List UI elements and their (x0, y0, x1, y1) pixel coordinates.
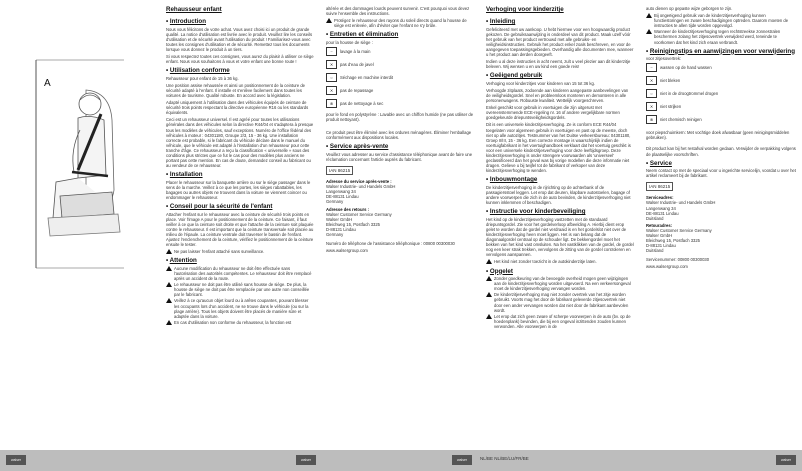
care-item: ⊗ pas de nettoyage à sec (326, 99, 474, 108)
no-tumble-dry-icon: ○ (326, 73, 337, 82)
care-item: ✕ pas de repassage (326, 86, 474, 95)
care-item: ○ niet in de droogtrommel drogen (646, 89, 796, 98)
page-title-nl: Verhoging voor kinderzitje (486, 6, 564, 13)
phone-line: Servicenummer: 00800 00300030 (646, 257, 710, 263)
website[interactable]: www.walsergroup.com (646, 264, 688, 270)
care-item: ~ wassen op de hand wassen (646, 63, 796, 72)
paragraph: Ce produit peut être éliminé avec les ordures ménagères. Éliminer l'emballage conformément aux dispositions locales. (326, 130, 472, 141)
care-item: ✕ pas d'eau de javel (326, 60, 474, 69)
paragraph: Dit product kan bij het restafval worden gedaan. Verwijder de verpakking volgens de plaatselijke voorschriften. (646, 146, 796, 157)
paragraph: Une position assise rehaussée et ainsi un positionnement de la ceinture de sécurité adapté à l'enfant. Il installe et s'enlève facilement dans toutes les voitures de tourisme. Qualité robuste. En accord avec la législation. (166, 82, 305, 98)
warning-icon (486, 276, 492, 281)
footer-bar (0, 450, 802, 471)
care-item: ○ Séchage en machine interdit (326, 73, 474, 82)
footer-logo-mid-left: walser (296, 455, 316, 465)
warning-item: Bij ongeëigend gebruik van de kinderzitjesverhoging kunnen functiestoringen en zware beschadigingen optreden. Daarom moeten de instructies te allen tijde worden opgevolgd. (646, 13, 796, 28)
warning-item: De kinderzitjesverhoging mag niet zonder overtrek van het zitje worden gebruikt. Voorts mag het door de fabrikant geleverde zitjesovertrek niet door een ander vervangen worden dat niet door de fabrikant aanbevolen wordt. (486, 292, 634, 312)
column-dutch-1 (486, 6, 634, 330)
warning-icon (166, 282, 172, 287)
paragraph: auto dienen op gepaste wijze geborgen te zijn. (646, 6, 733, 11)
hand-wash-icon: ~ (646, 63, 657, 72)
heading-instructie: • Instructie voor kinderbeveiliging (486, 208, 586, 216)
care-item: ✕ niet strijken (646, 102, 796, 111)
warning-item: Ne pas laisser l'enfant attaché sans surveillance. (166, 249, 314, 254)
warning-item: Wanneer de kinderzitjesverhoging tegen rechtstreekse zonnestralen beschermen zolang het zitjesovertrek verwijderd werd, teneinde te voorkomen dat het kind zich eraan verbrandt. (646, 29, 796, 44)
warning-icon (486, 259, 492, 264)
heading-conseil: • Conseil pour la sécurité de l'enfant (166, 203, 273, 211)
column-french-2 (326, 6, 474, 255)
footer-logo-left: walser (6, 455, 26, 465)
paragraph: pour le fond en polystyrène : Lavable avec un chiffon humide (ne pas utiliser de produit nettoyant). (326, 111, 474, 123)
paragraph: Neem contact op met de speciaal voor u ingerichte servicelijn, voordat u over het artikel reclameert bij de fabrikant. (646, 168, 796, 179)
paragraph: Indien u al deze instructies in acht neemt, zult u veel plezier aan dit kinderzitje beleven. Wij wensen u en uw kind een goede reis! (486, 59, 631, 70)
warning-icon (646, 29, 652, 34)
paragraph: Verhoogde zitplaats, zodoende aan kinderen aangepaste aanbevelingen van de veiligheidsgordel. Snel en probleemloos monteren en demonteren in alle personenwagens. Robuuste kwaliteit. Wettelijk voorgeschreven. (486, 87, 629, 104)
paragraph: Verhoging voor kinderzitjes voor kinderen van 15 tot 36 kg. (486, 80, 595, 86)
heading-service-nl: • Service (646, 159, 672, 167)
heading-service: • Service après-vente (326, 143, 389, 151)
paragraph: Adapté uniquement à l'utilisation dans des véhicules équipés de ceinture de sécurité trois points respectant la directive européenne R16 ou les standards équivalents. (166, 100, 309, 116)
paragraph: Het kind op de kinderzitjesverhoging vastzetten met de standaard driepuntsgordel. Zie voor het gordelverloop afbeelding A. Hierbij dient erop gelet te worden dat de gordel niet verdraaid is en het gordelslot niet over de kinderzitjesverhoging heen moet liggen. Het is van belang dat de diagonaalgordel centraal op de schouder ligt. De bekkengordel moet het bekken van het kind vast omsluiten. Na het vastklikken van de gordel, de gordel nog een keer strak trekken, vervolgens de zitting van de gordel controleren en vervolgens aanspannen. (486, 216, 634, 258)
warning-icon (166, 266, 172, 271)
service-address: Adresse du service après-vente : Walser Industrie- und Handels GmbH Langenwang 34 DE-88131 Lindau Germany (326, 179, 396, 205)
ian-badge: IAN 86215 (326, 166, 353, 175)
footer-languages: NL/BE NL/BE/LU/FR/BE (480, 456, 529, 461)
heading-inbouw: • Inbouwmontage (486, 176, 538, 184)
heading-utilisation: • Utilisation conforme (166, 67, 230, 75)
no-iron-icon: ✕ (326, 86, 337, 95)
warning-item: En cas d'utilisation non conforme du rehausseur, la fonction est (166, 320, 314, 325)
paragraph: Si vous respectez toutes ces consignes, vous aurez du plaisir à utiliser ce siège enfant. Nous vous souhaitons à vous et votre enfant une bonne route ! (166, 53, 314, 65)
return-address: Adresse des retours : Walser Customer Service Germany Walser GmbH Bleichweg 15, Postfach 3325 D-88131 Lindau Germany (326, 206, 392, 237)
return-address: Retouradres: Walser Customer Service Germany Walser GmbH Bleichweg 15, Postfach 3325 D-88131 Lindau Duitsland (646, 222, 712, 254)
warning-item: Let erop dat zich geen zware of scherpe voorwerpen in de auto (bv. op de hoedenplank) bevinden, die bij een ongeval inzittenden zouden kunnen verwonden. Alle voorwerpen in de (486, 314, 634, 329)
warning-item: Aucune modification du rehausseur ne doit être effectuée sans l'autorisation des autorités compétentes. Le rehausseur doit être remplacé après un accident de la route. (166, 266, 314, 281)
ian-badge: IAN 86215 (646, 182, 673, 191)
service-address: Serviceadres: Walser Industrie- und Handels GmbH Langenwang 34 DE-88131 Lindau Duitsland (646, 195, 716, 221)
warning-icon (646, 13, 652, 18)
paragraph: Ceci est un rehausseur universel. Il est agréé pour toutes les utilisations générales dans des véhicules selon la directive R44/04 et s'adaptera à presque tous les modèles de véhicules, sauf exceptions. Numéro de l'office fédéral des véhicules à moteur : 04301180, Groupe 2/3, 15 - 36 kg. Une installation correcte est probable, si le fabricant du véhicule déclare dans le manuel du véhicule, que le véhicule est adapté à l'installation d'un rehausseur pour cette tranche d'âge. Ce rehausseur a reçu la classification « universelle » sous des conditions plus strictes que ce fut le cas pour des modèles plus anciens ne portant pas cette mention. En cas de doute, demandez conseil au fabricant ou au vendeur de ce rehausseur. (166, 117, 314, 169)
footer-logo-mid-right: walser (452, 455, 472, 465)
heading-geeigend: • Geëigend gebruik (486, 72, 543, 80)
warning-icon (326, 18, 332, 23)
care-item: ⊗ niet chemisch reinigen (646, 115, 796, 124)
warning-item: Protégez le rehausseur des rayons du soleil directs quand la housse de siège est enlevée, afin d'éviter que l'enfant ne s'y brûle. (326, 18, 474, 28)
paragraph: Veuillez vous adresser au service d'assistance téléphonique avant de faire une réclamation concernant l'article auprès du fabricant. (326, 151, 473, 162)
column-dutch-2 (646, 6, 796, 272)
paragraph: Enkel geschikt voor gebruik in voertuigen die zijn uitgerust met overeenstemmende ECE-regeling nr. 16 of andere vergelijkbare normen goedgekeurde driepuntsveiligheidsgordels. (486, 105, 620, 121)
warning-icon (486, 314, 492, 319)
care-intro: voor zitjesovertrek: (646, 56, 682, 62)
no-dry-clean-icon: ⊗ (326, 99, 337, 108)
heading-opgelet: • Opgelet (486, 267, 513, 275)
warning-icon (486, 292, 492, 297)
paragraph: Dit is een universele kinderzitjesverhoging. Ze is conform ECE R44/04 toegelaten voor algemeen gebruik in voertuigen en past op de meeste, doch niet op alle autozitjes. Testnummer van het Duitse verkeersbureau: 04301180, Groep II/III, 15 - 36 kg. Een correcte montage is waarschijnlijk indien de voertuigfabrikant in het voertuighandboek verklaart dat het voertuig geschikt is voor een universele kinderzitjesverhoging voor deze leeftijdsgroep. Deze kinderzitjesverhoging is onder strengere voorwaarden als 'universeel' geclassificeerd dan het geval was bij vorige modellen die deze informatie niet dragen. Gelieve u bij twijfel tot de fabrikant of verkoper van deze kinderzitjesverhoging te wenden. (486, 122, 631, 174)
heading-introduction: • Introduction (166, 18, 206, 25)
warning-icon (166, 249, 172, 254)
illustration-a (0, 0, 160, 450)
no-bleach-icon: ✕ (646, 76, 657, 85)
care-intro: pour la housse de siège : (326, 39, 373, 45)
paragraph: voor piepschuimkern: Met vochtige doek afwasbaar (geen reinigingsmiddelen gebruiken). (646, 130, 790, 141)
no-tumble-dry-icon: ○ (646, 89, 657, 98)
column-french-1 (166, 6, 314, 326)
paragraph: De kinderzitjesverhoging in de rijrichting op de achterbank of de passagiersstoel leggen. Let erop dat deuren, klapbare autostoelen, bagage of andere voorwerpen die zich in de auto bevinden, de kinderzitjesverhoging niet kunnen inklemmen of beschadigen. (486, 184, 631, 206)
care-item: ✕ niet bleken (646, 76, 796, 85)
illustration-label: A (44, 78, 51, 89)
heading-installation: • Installation (166, 171, 203, 179)
heading-attention: • Attention (166, 257, 197, 265)
heading-reiniging: • Reinigingstips en aanwijzingen voor verwijdering (646, 47, 795, 55)
phone-line: Numéro de téléphone de l'assistance téléphonique : 00800 00300030 (326, 241, 455, 247)
paragraph: Rehausseur pour enfant de 15 à 36 kg. (166, 75, 239, 81)
footer-logo-right: walser (776, 455, 796, 465)
warning-item: Het kind niet zonder toezicht in de autokinderzitje laten. (486, 259, 634, 264)
warning-item: Zonder goedkeuring van de bevoegde overheid mogen geen wijzigingen aan de kinderzitjesverhoging worden uitgevoerd. Na een verkeersongeval moet de kinderzitjesverhoging vervangen worden. (486, 276, 634, 291)
warning-item: Le rehausseur ne doit pas être utilisé sans housse de siège. De plus, la housse de siège ne doit pas être remplacée par une autre non conseillée par le fabricant. (166, 282, 314, 297)
paragraph: Nous vous félicitons de votre achat. Vous avez choisi ici un produit de grande qualité. La notice d'utilisation est livrée avec le produit. Veuillez lire les conseils d'utilisation et de sécurité avant l'utilisation du produit ! Familiarisez-vous avec toutes les consignes d'utilisation et de sécurité. Remettez tous les documents lorsque vous donnez le produit à un tiers. (166, 26, 313, 52)
heading-inleiding: • Inleiding (486, 18, 516, 25)
website[interactable]: www.walsergroup.com (326, 248, 368, 254)
child-seat-diagram (0, 0, 160, 450)
care-item: ~ lavage à la main (326, 47, 474, 56)
no-dry-clean-icon: ⊗ (646, 115, 657, 124)
paragraph: Attacher l'enfant sur le rehausseur avec la ceinture de sécurité trois points en place. Voir l'image A pour le positionnement de la ceinture. Ce faisant, il faut veiller à ce que la ceinture soit droite et que l'attache de la ceinture soit plaquée contre le rehausseur. Il est important que la ceinture transversale soit placée au milieu de l'épaule. La ceinture ventrale doit traverser le bassin de l'enfant. Ajustez l'enclenchement de la ceinture, vérifiez le positionnement de la ceinture ensuite le tester. (166, 211, 314, 248)
paragraph: altérée et des dommages lourds peuvent survenir. C'est pourquoi vous devez suivre l'ensemble des instructions. (326, 6, 470, 17)
warning-icon (166, 298, 172, 303)
no-bleach-icon: ✕ (326, 60, 337, 69)
no-iron-icon: ✕ (646, 102, 657, 111)
heading-entretien: • Entretien et élimination (326, 31, 399, 39)
warning-item: Veillez à ce qu'aucun objet lourd ou à arêtes coupantes, pouvant blesser les occupants lors d'un accident, ne se trouve dans le véhicule (ou sur la plage arrière). Tous les objets doivent être placés de manière sûre et adaptée dans la voiture. (166, 298, 314, 318)
hand-wash-icon: ~ (326, 47, 337, 56)
paragraph: Gefeliciteerd met uw aankoop. U hebt hiermee voor een hoogwaardig product gekozen. De gebruiksaanwijzing is onderdeel van dit product. Maak uzelf vóór het gebruik van het product vertrouwd met alle gebruiks- en veiligheidsinstructies. Gebruik het product enkel zoals beschreven, en voor de aangegeven toepassingsgebieden. Overhandig alle documenten mee, wanneer u het product aan derden doorgeeft. (486, 26, 634, 57)
warning-icon (166, 320, 172, 325)
page-title-fr: Rehausseur enfant (166, 6, 222, 13)
paragraph: Placer le rehausseur sur la banquette arrière ou sur le siège passager dans le sens de la marche. Veillez à ce que les portes, les sièges rabattables, les bagages ou autres objets ne trouvent dans la voiture ne viennent coincer ou endommager le rehausseur. (166, 179, 311, 201)
